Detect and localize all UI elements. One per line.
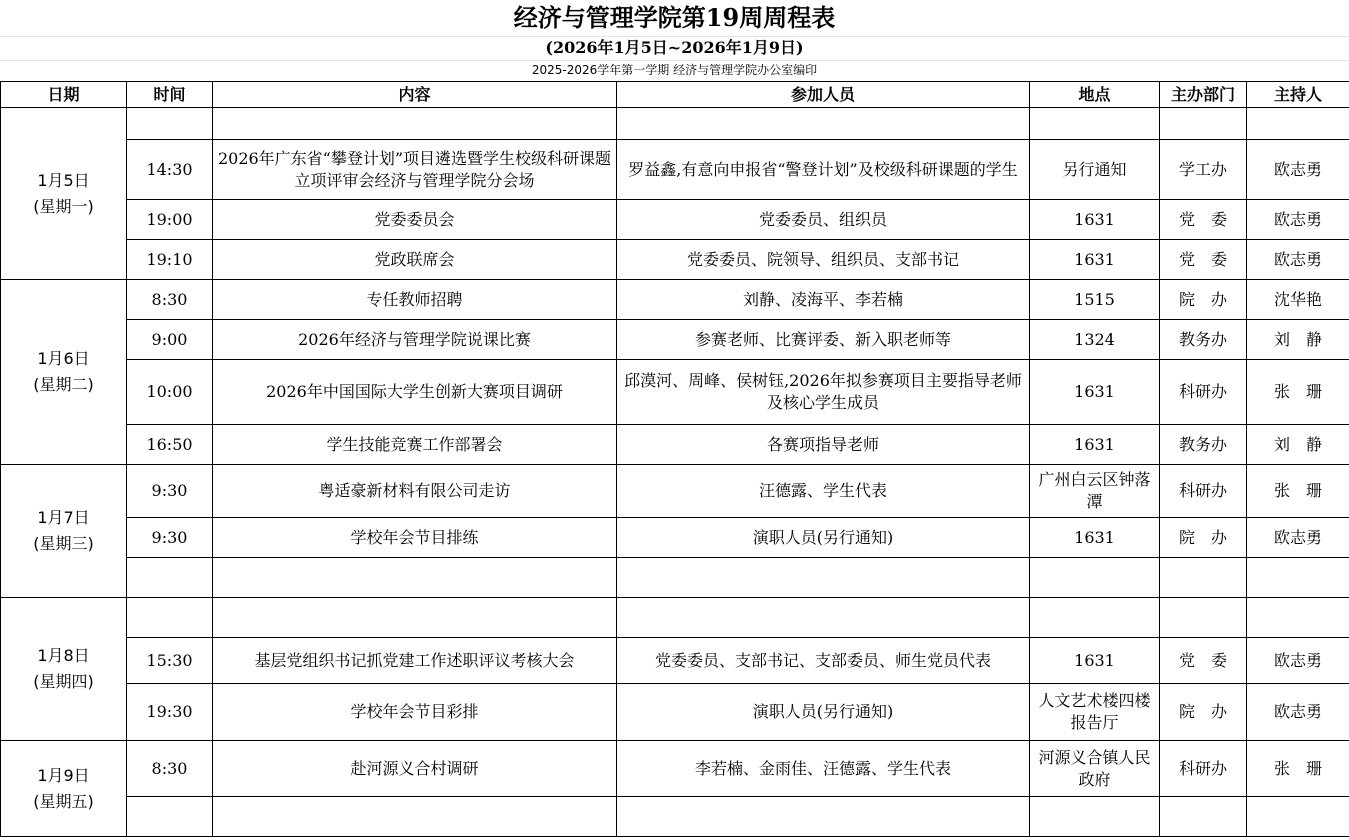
- time-cell: 10:00: [127, 360, 213, 425]
- weekday-label: (星期一): [33, 196, 94, 216]
- dept-cell: 科研办: [1160, 741, 1247, 797]
- host-cell: 欧志勇: [1247, 240, 1349, 280]
- col-header-date: 日期: [1, 82, 127, 108]
- time-cell: 19:30: [127, 684, 213, 741]
- location-cell: 人文艺术楼四楼报告厅: [1030, 684, 1160, 741]
- location-cell: [1030, 598, 1160, 638]
- attendees-cell: [617, 558, 1030, 598]
- content-cell: 学生技能竞赛工作部署会: [213, 425, 617, 465]
- dept-cell: 学工办: [1160, 140, 1247, 200]
- table-row: [1, 797, 1349, 837]
- time-cell: [127, 598, 213, 638]
- host-cell: [1247, 558, 1349, 598]
- content-cell: 粤适豪新材料有限公司走访: [213, 465, 617, 518]
- date-label: 1月8日: [37, 646, 90, 665]
- attendees-cell: 演职人员(另行通知): [617, 518, 1030, 558]
- attendees-cell: 演职人员(另行通知): [617, 684, 1030, 741]
- content-cell: 2026年中国国际大学生创新大赛项目调研: [213, 360, 617, 425]
- time-cell: 19:00: [127, 200, 213, 240]
- table-row: [1, 518, 1349, 558]
- host-cell: 欧志勇: [1247, 518, 1349, 558]
- date-cell: [1, 465, 127, 598]
- content-cell: 学校年会节目排练: [213, 518, 617, 558]
- dept-cell: [1160, 558, 1247, 598]
- date-label: 1月6日: [37, 349, 90, 368]
- time-cell: 9:30: [127, 465, 213, 518]
- weekday-label: (星期二): [33, 375, 94, 394]
- location-cell: [1030, 558, 1160, 598]
- content-cell: 学校年会节目彩排: [213, 684, 617, 741]
- dept-cell: 教务办: [1160, 425, 1247, 465]
- header-row: [1, 82, 1349, 108]
- content-cell: [213, 558, 617, 598]
- host-cell: 张 珊: [1247, 465, 1349, 518]
- dept-cell: [1160, 598, 1247, 638]
- location-cell: 广州白云区钟落潭: [1030, 465, 1160, 518]
- content-cell: 基层党组织书记抓党建工作述职评议考核大会: [213, 638, 617, 684]
- page-title: 经济与管理学院第19周周程表: [0, 0, 1349, 37]
- weekday-label: (星期四): [33, 672, 94, 691]
- col-header-dept: 主办部门: [1160, 82, 1247, 108]
- dept-cell: 党 委: [1160, 638, 1247, 684]
- host-cell: 刘 静: [1247, 320, 1349, 360]
- time-cell: 15:30: [127, 638, 213, 684]
- col-header-location: 地点: [1030, 82, 1160, 108]
- location-cell: 1631: [1030, 360, 1160, 425]
- content-cell: [213, 598, 617, 638]
- dept-cell: 党 委: [1160, 200, 1247, 240]
- table-row: [1, 425, 1349, 465]
- table-row: [1, 108, 1349, 140]
- table-row: [1, 558, 1349, 598]
- semester-info: 2025-2026学年第一学期 经济与管理学院办公室编印: [531, 63, 818, 77]
- time-cell: [127, 797, 213, 837]
- attendees-cell: 各赛项指导老师: [617, 425, 1030, 465]
- time-cell: [127, 108, 213, 140]
- time-cell: 8:30: [127, 741, 213, 797]
- table-row: [1, 280, 1349, 320]
- table-row: [1, 360, 1349, 425]
- time-cell: 9:00: [127, 320, 213, 360]
- col-header-time: 时间: [127, 82, 213, 108]
- time-cell: 14:30: [127, 140, 213, 200]
- attendees-cell: [617, 797, 1030, 837]
- content-cell: [213, 108, 617, 140]
- time-cell: 16:50: [127, 425, 213, 465]
- date-cell: [1, 280, 127, 465]
- host-cell: 沈华艳: [1247, 280, 1349, 320]
- location-cell: [1030, 797, 1160, 837]
- time-cell: 8:30: [127, 280, 213, 320]
- attendees-cell: 党委委员、院领导、组织员、支部书记: [617, 240, 1030, 280]
- host-cell: 欧志勇: [1247, 684, 1349, 741]
- content-cell: 2026年广东省“攀登计划”项目遴选暨学生校级科研课题立项评审会经济与管理学院分会场: [213, 140, 617, 200]
- dept-cell: [1160, 108, 1247, 140]
- attendees-cell: 刘静、凌海平、李若楠: [617, 280, 1030, 320]
- date-label: 1月7日: [37, 508, 90, 527]
- schedule-table: [0, 81, 1349, 837]
- dept-cell: 科研办: [1160, 465, 1247, 518]
- dept-cell: 科研办: [1160, 360, 1247, 425]
- date-cell: [1, 108, 127, 280]
- host-cell: 欧志勇: [1247, 638, 1349, 684]
- weekday-label: (星期三): [33, 534, 94, 553]
- host-cell: 张 珊: [1247, 360, 1349, 425]
- location-cell: 1631: [1030, 200, 1160, 240]
- table-row: [1, 598, 1349, 638]
- dept-cell: 院 办: [1160, 684, 1247, 741]
- weekday-label: (星期五): [33, 791, 94, 811]
- location-cell: 1324: [1030, 320, 1160, 360]
- col-header-attendees: 参加人员: [617, 82, 1030, 108]
- location-cell: 1631: [1030, 240, 1160, 280]
- time-cell: [127, 558, 213, 598]
- table-row: [1, 741, 1349, 797]
- date-cell: [1, 741, 127, 837]
- attendees-cell: 党委委员、支部书记、支部委员、师生党员代表: [617, 638, 1030, 684]
- content-cell: 赴河源义合村调研: [213, 741, 617, 797]
- attendees-cell: 汪德露、学生代表: [617, 465, 1030, 518]
- col-header-content: 内容: [213, 82, 617, 108]
- date-range: (2026年1月5日~2026年1月9日): [0, 36, 1349, 61]
- col-header-host: 主持人: [1247, 82, 1349, 108]
- host-cell: [1247, 797, 1349, 837]
- location-cell: 1631: [1030, 638, 1160, 684]
- dept-cell: 院 办: [1160, 280, 1247, 320]
- table-row: [1, 240, 1349, 280]
- table-row: [1, 684, 1349, 741]
- host-cell: 欧志勇: [1247, 200, 1349, 240]
- content-cell: [213, 797, 617, 837]
- location-cell: 河源义合镇人民政府: [1030, 741, 1160, 797]
- date-label: 1月9日: [37, 765, 90, 785]
- attendees-cell: [617, 108, 1030, 140]
- dept-cell: 党 委: [1160, 240, 1247, 280]
- table-row: [1, 638, 1349, 684]
- dept-cell: 院 办: [1160, 518, 1247, 558]
- dept-cell: 教务办: [1160, 320, 1247, 360]
- attendees-cell: 党委委员、组织员: [617, 200, 1030, 240]
- table-row: [1, 200, 1349, 240]
- attendees-cell: 参赛老师、比赛评委、新入职老师等: [617, 320, 1030, 360]
- date-label: 1月5日: [37, 170, 90, 190]
- attendees-cell: [617, 598, 1030, 638]
- content-cell: 2026年经济与管理学院说课比赛: [213, 320, 617, 360]
- host-cell: 刘 静: [1247, 425, 1349, 465]
- location-cell: 1631: [1030, 425, 1160, 465]
- date-cell: [1, 598, 127, 741]
- content-cell: 专任教师招聘: [213, 280, 617, 320]
- location-cell: [1030, 108, 1160, 140]
- host-cell: 张 珊: [1247, 741, 1349, 797]
- time-cell: 9:30: [127, 518, 213, 558]
- host-cell: [1247, 598, 1349, 638]
- content-cell: 党委委员会: [213, 200, 617, 240]
- location-cell: 1631: [1030, 518, 1160, 558]
- location-cell: 1515: [1030, 280, 1160, 320]
- attendees-cell: 邱漠河、周峰、侯树钰,2026年拟参赛项目主要指导老师及核心学生成员: [617, 360, 1030, 425]
- table-row: [1, 320, 1349, 360]
- attendees-cell: 罗益鑫,有意向申报省“警登计划”及校级科研课题的学生: [617, 140, 1030, 200]
- table-row: [1, 140, 1349, 200]
- host-cell: [1247, 108, 1349, 140]
- time-cell: 19:10: [127, 240, 213, 280]
- attendees-cell: 李若楠、金雨佳、汪德露、学生代表: [617, 741, 1030, 797]
- content-cell: 党政联席会: [213, 240, 617, 280]
- table-row: [1, 465, 1349, 518]
- host-cell: 欧志勇: [1247, 140, 1349, 200]
- location-cell: 另行通知: [1030, 140, 1160, 200]
- dept-cell: [1160, 797, 1247, 837]
